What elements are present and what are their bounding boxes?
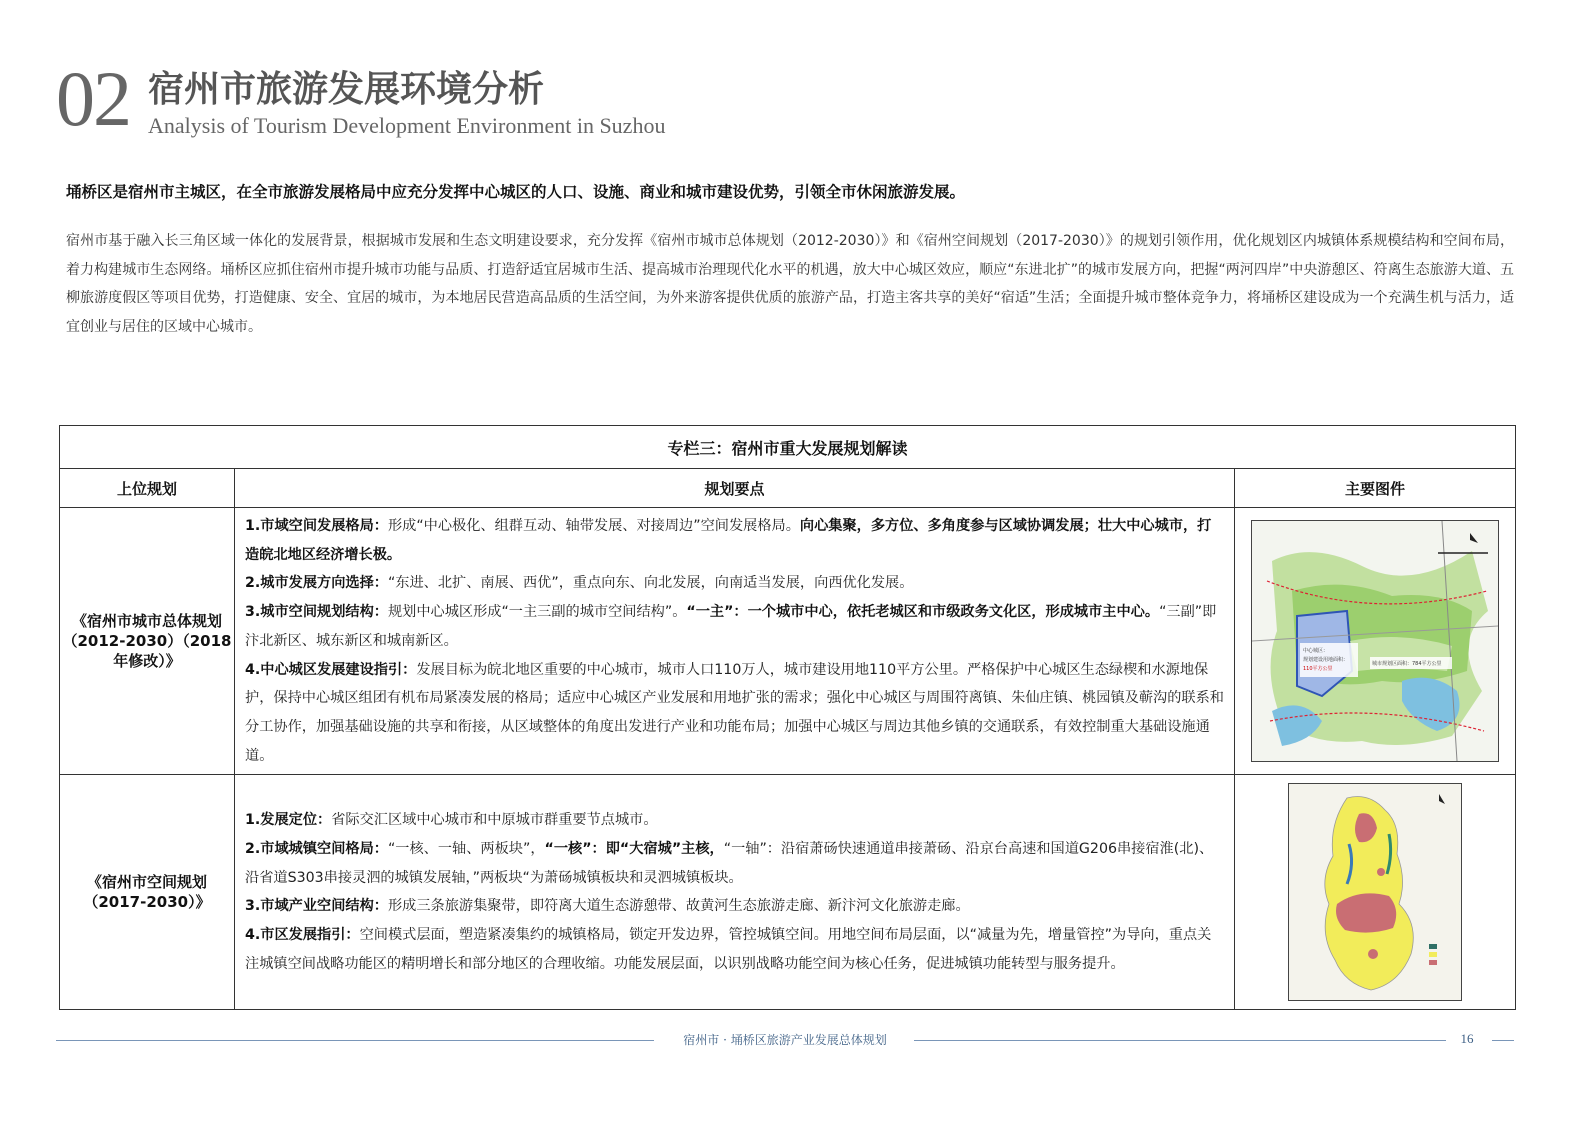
- plan-points: [235, 775, 1235, 1010]
- footer-rule-middle: [914, 1040, 1446, 1041]
- map-cell: [1235, 508, 1516, 775]
- map-label: 110平方公里: [1303, 666, 1333, 673]
- footer-rule-right: [1492, 1040, 1514, 1041]
- plan-name: 《宿州市城市总体规划（2012-2030）（2018年修改）》: [60, 508, 235, 775]
- plan-points: [235, 508, 1235, 775]
- body-paragraph: 宿州市基于融入长三角区域一体化的发展背景，根据城市发展和生态文明建设要求，充分发挥《宿州市城市总体规划（2012-2030）》和《宿州空间规划（2017-2030）》的规划引领作用，优化规划区内城镇体系规模结构和空间布局，着力构建城市生态网络。埇桥区应抓住宿州市提升城市功能与品质、打造舒适宜居城市生活、提高城市治理现代化水平的机遇，放大中心城区效应，顺应“东进北扩”的城市发展方向，把握“两河四岸”中央游憩区、符离生态旅游大道、五柳旅游度假区等项目优势，打造健康、安全、宜居的城市，为本地居民营造高品质的生活空间，为外来游客提供优质的旅游产品，打造主客共享的美好“宿适”生活；全面提升城市整体竞争力，将埇桥区建设成为一个充满生机与活力，适宜创业与居住的区域中心城市。: [66, 233, 1514, 335]
- col-header-maps: 主要图件: [1235, 469, 1516, 508]
- legend-swatch: [1429, 952, 1437, 957]
- plan-table: [59, 425, 1516, 1010]
- page-number: 16: [1460, 1031, 1474, 1046]
- chapter-subtitle: Analysis of Tourism Development Environment in Suzhou: [148, 113, 666, 138]
- footer-rule-left: [56, 1040, 654, 1041]
- legend-swatch: [1429, 944, 1437, 949]
- chapter-number: 02: [56, 55, 130, 142]
- table-row: [60, 508, 1516, 775]
- col-header-plan: 上位规划: [60, 469, 235, 508]
- chapter-title: 宿州市旅游发展环境分析: [148, 68, 545, 110]
- spatial-plan-map: [1288, 783, 1462, 1001]
- city-master-plan-map: [1251, 520, 1499, 762]
- map-label: 中心城区：: [1303, 648, 1329, 655]
- map-cell: [1235, 775, 1516, 1010]
- table-title: 专栏三：宿州市重大发展规划解读: [60, 426, 1516, 469]
- list-item: 1.发展定位：省际交汇区域中心城市和中原城市群重要节点城市。: [245, 812, 658, 829]
- plan-name: 《宿州市空间规划（2017-2030）》: [60, 775, 235, 1010]
- list-item: 4.中心城区发展建设指引：发展目标为皖北地区重要的中心城市，城市人口110万人，城市建设用地110平方公里。严格保护中心城区生态绿楔和水源地保护，保持中心城区组团有机布局紧凑发展的格局；适应中心城区产业发展和用地扩张的需求；强化中心城区与周围符离镇、朱仙庄镇、桃园镇及蕲沟的联系和分工协作，加强基础设施的共享和衔接，从区域整体的角度出发进行产业和功能布局；加强中心城区与周边其他乡镇的交通联系，有效控制重大基础设施通道。: [245, 661, 1224, 764]
- map-label: 城市规划区面积：784平方公里: [1372, 661, 1442, 668]
- footer-title: 宿州市 · 埇桥区旅游产业发展总体规划: [683, 1033, 887, 1047]
- list-item: 2.城市发展方向选择：“东进、北扩、南展、西优”，重点向东、向北发展，向南适当发展，向西优化发展。: [245, 575, 914, 592]
- list-item: 2.市域城镇空间格局：“一核、一轴、两板块”，“一核”：即“大宿城”主核，“一轴”：沿宿萧砀快速通道串接萧砀、沿京台高速和国道G206串接宿淮(北)、沿省道S303串接灵泗的城镇发展轴，”两板块“为萧砀城镇板块和灵泗城镇板块。: [245, 840, 1214, 886]
- list-item: 4.市区发展指引：空间模式层面，塑造紧凑集约的城镇格局，锁定开发边界，管控城镇空间。用地空间布局层面，以“减量为先，增量管控”为导向，重点关注城镇空间战略功能区的精明增长和部分地区的合理收缩。功能发展层面，以识别战略功能空间为核心任务，促进城镇功能转型与服务提升。: [245, 927, 1212, 972]
- list-item: 1.市域空间发展格局：形成“中心极化、组群互动、轴带发展、对接周边”空间发展格局。向心集聚，多方位、多角度参与区域协调发展；壮大中心城市，打造皖北地区经济增长极。: [245, 518, 1212, 563]
- list-item: 3.市域产业空间结构：形成三条旅游集聚带，即符离大道生态游憩带、故黄河生态旅游走廊、新汴河文化旅游走廊。: [245, 898, 970, 915]
- col-header-points: 规划要点: [235, 469, 1235, 508]
- list-item: 3.城市空间规划结构：规划中心城区形成“一主三副的城市空间结构”。“一主”：一个城市中心，依托老城区和市级政务文化区，形成城市主中心。“三副”即汴北新区、城东新区和城南新区。: [245, 604, 1217, 649]
- map-label: 规划建设用地面积：: [1303, 657, 1349, 664]
- lead-sentence: 埇桥区是宿州市主城区，在全市旅游发展格局中应充分发挥中心城区的人口、设施、商业和城市建设优势，引领全市休闲旅游发展。: [66, 183, 966, 201]
- legend-swatch: [1429, 960, 1437, 965]
- table-row: [60, 775, 1516, 1010]
